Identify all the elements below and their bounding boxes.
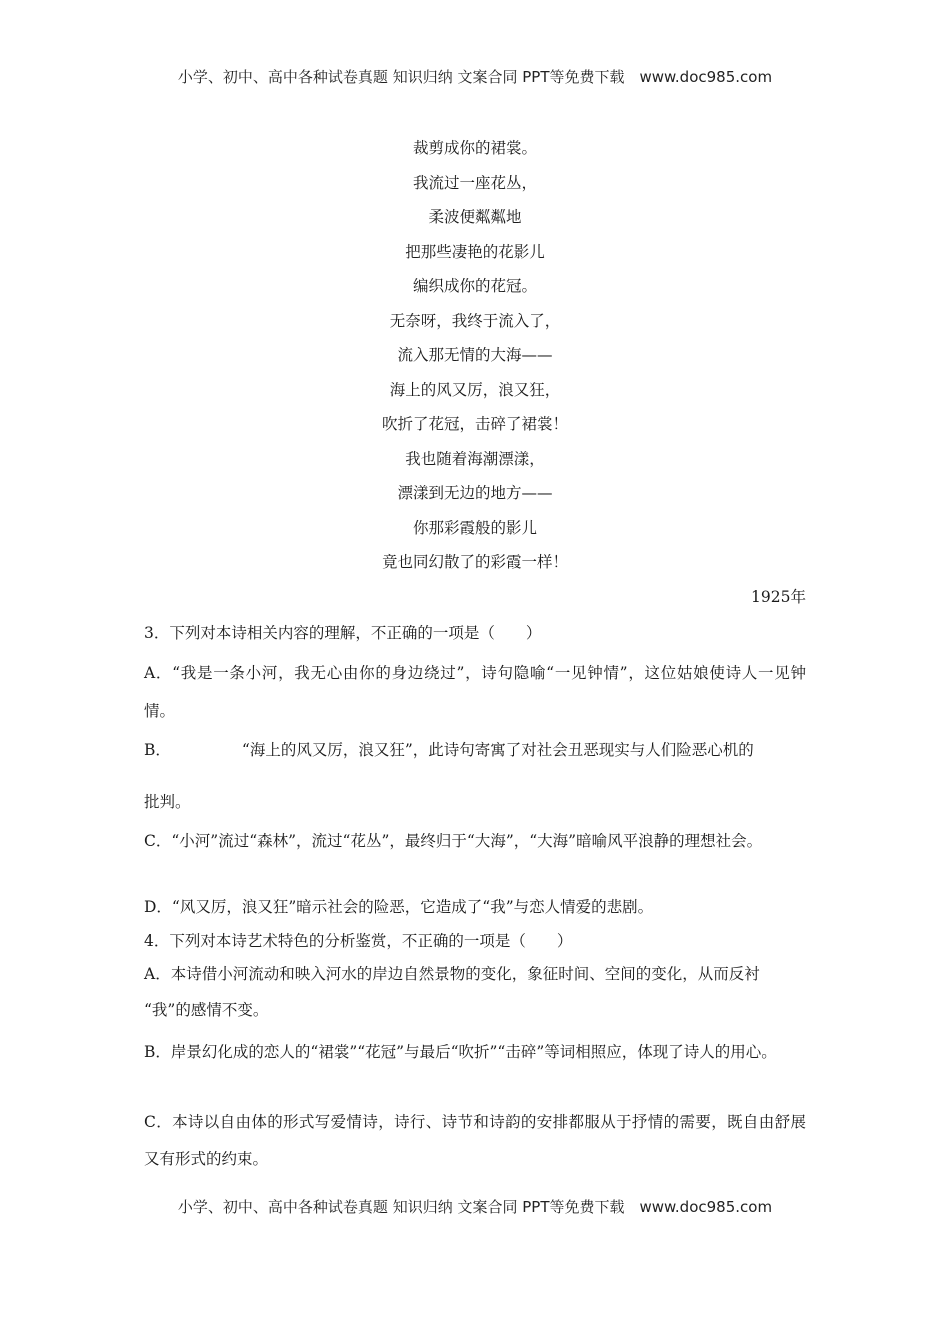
q3-option-b-label: B． — [144, 741, 171, 759]
q3-option-d: D．“风又厉，浪又狂”暗示社会的险恶，它造成了“我”与恋人情爱的悲剧。 — [144, 898, 654, 916]
q4-option-b: B．岸景幻化成的恋人的“裙裳”“花冠”与最后“吹折”“击碎”等词相照应，体现了诗人的用心。 — [144, 1043, 777, 1061]
q3-option-b-line1: “海上的风又厉，浪又狂”，此诗句寄寓了对社会丑恶现实与人们险恶心机的 — [241, 741, 754, 759]
q4-option-a: A．本诗借小河流动和映入河水的岸边自然景物的变化，象征时间、空间的变化，从而反衬 — [144, 965, 760, 983]
poem-year: 1925年 — [751, 588, 806, 606]
poem-line: 漂漾到无边的地方—— — [397, 484, 553, 502]
poem-line: 柔波便粼粼地 — [428, 208, 522, 226]
poem-line: 编织成你的花冠。 — [412, 277, 537, 295]
q3-option-a: A．“我是一条小河，我无心由你的身边绕过”，诗句隐喻“一见钟情”，这位姑娘使诗人一见钟情。 — [144, 664, 806, 720]
poem-line: 我也随着海潮漂漾， — [405, 449, 545, 468]
poem-line: 我流过一座花丛， — [412, 173, 537, 192]
page-header: 小学、初中、高中各种试卷真题 知识归纳 文案合同 PPT等免费下载 www.doc985.com — [177, 68, 773, 86]
poem-line: 流入那无情的大海—— — [397, 346, 553, 364]
poem-line: 你那彩霞般的影儿 — [412, 518, 537, 537]
q3-option-c: C．“小河”流过“森林”，流过“花丛”，最终归于“大海”，“大海”暗喻风平浪静的理想社会。 — [144, 832, 763, 850]
poem-line: 无奈呀，我终于流入了， — [389, 311, 561, 330]
q4-option-c: C．本诗以自由体的形式写爱情诗，诗行、诗节和诗韵的安排都服从于抒情的需要，既自由舒展又有形式的约束。 — [144, 1113, 806, 1168]
q3-option-b-continued: 批判。 — [144, 793, 191, 811]
poem-line: 把那些凄艳的花影儿 — [405, 242, 545, 261]
poem-line: 海上的风又厉，浪又狂， — [389, 380, 561, 399]
q4-option-a-continued: “我”的感情不变。 — [144, 1001, 269, 1019]
q3-option-b — [144, 738, 806, 762]
poem-line: 吹折了花冠，击碎了裙裳！ — [381, 415, 568, 433]
poem — [0, 136, 950, 585]
q4-stem: 4．下列对本诗艺术特色的分析鉴赏，不正确的一项是（ ） — [144, 932, 573, 950]
q3-stem: 3．下列对本诗相关内容的理解，不正确的一项是（ ） — [144, 624, 542, 642]
poem-line: 竟也同幻散了的彩霞一样！ — [381, 553, 568, 571]
poem-line: 裁剪成你的裙裳。 — [412, 139, 537, 157]
page-footer: 小学、初中、高中各种试卷真题 知识归纳 文案合同 PPT等免费下载 www.doc985.com — [177, 1198, 773, 1216]
